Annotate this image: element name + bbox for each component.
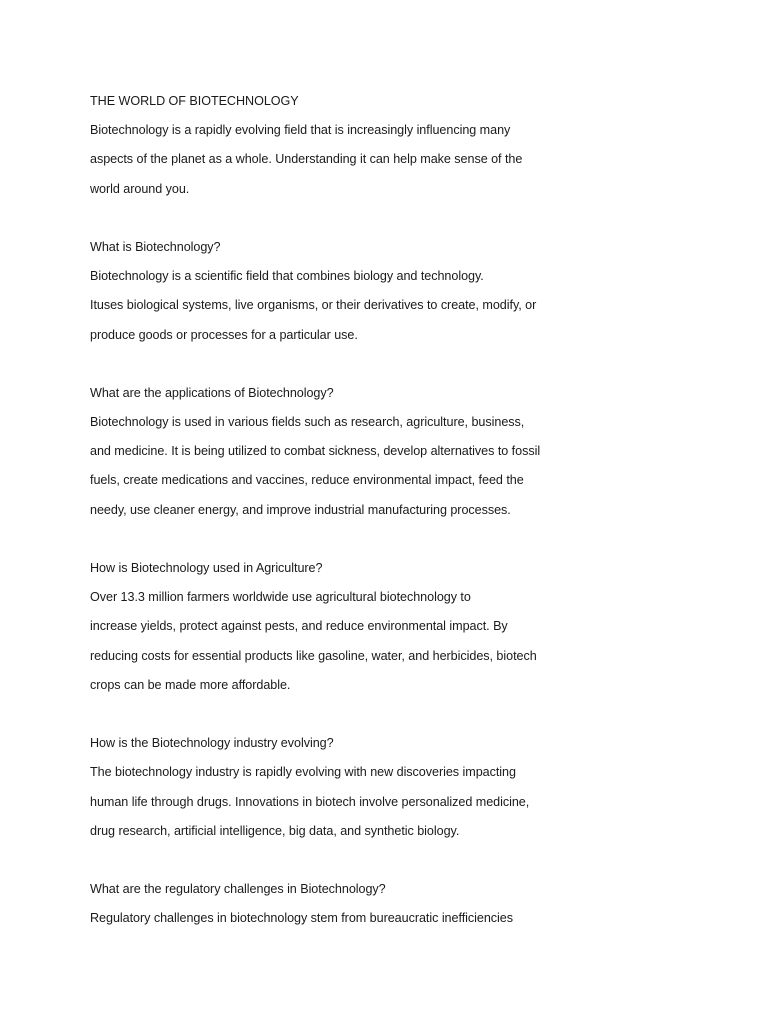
body-line: crops can be made more affordable. <box>90 677 291 692</box>
body-line: reducing costs for essential products like gasoline, water, and herbicides, biotech <box>90 648 537 663</box>
paragraph-gap <box>90 525 730 554</box>
paragraph-gap <box>90 204 730 233</box>
document-title: THE WORLD OF BIOTECHNOLOGY <box>90 94 299 108</box>
body-line: Biotechnology is a scientific field that combines biology and technology. <box>90 269 484 284</box>
section-heading: How is Biotechnology used in Agriculture? <box>90 561 323 575</box>
intro-line: Biotechnology is a rapidly evolving field that is increasingly influencing many <box>90 123 511 138</box>
paragraph-gap <box>90 846 730 875</box>
body-line: and medicine. It is being utilized to combat sickness, develop alternatives to fossil <box>90 444 541 459</box>
body-line: drug research, artificial intelligence, big data, and synthetic biology. <box>90 823 460 838</box>
body-line: needy, use cleaner energy, and improve industrial manufacturing processes. <box>90 502 511 517</box>
body-line: The biotechnology industry is rapidly evolving with new discoveries impacting <box>90 765 516 780</box>
document-page <box>90 87 730 933</box>
paragraph-gap <box>90 700 730 729</box>
section-heading: What are the regulatory challenges in Biotechnology? <box>90 882 386 897</box>
body-line: fuels, create medications and vaccines, reduce environmental impact, feed the <box>90 473 524 488</box>
body-line: Regulatory challenges in biotechnology stem from bureaucratic inefficiencies <box>90 911 513 926</box>
body-line: Biotechnology is used in various fields such as research, agriculture, business, <box>90 415 525 430</box>
body-line: human life through drugs. Innovations in biotech involve personalized medicine, <box>90 794 530 809</box>
intro-line: world around you. <box>90 181 190 196</box>
intro-line: aspects of the planet as a whole. Understanding it can help make sense of the <box>90 152 523 167</box>
body-line: Ituses biological systems, live organisms, or their derivatives to create, modify, or <box>90 298 537 313</box>
body-line: Over 13.3 million farmers worldwide use agricultural biotechnology to <box>90 590 471 605</box>
section-heading: What is Biotechnology? <box>90 239 221 254</box>
body-line: produce goods or processes for a particular use. <box>90 327 358 342</box>
section-heading: What are the applications of Biotechnology? <box>90 385 334 400</box>
section-heading: How is the Biotechnology industry evolving? <box>90 736 334 751</box>
body-line: increase yields, protect against pests, and reduce environmental impact. By <box>90 619 508 634</box>
paragraph-gap <box>90 350 730 379</box>
